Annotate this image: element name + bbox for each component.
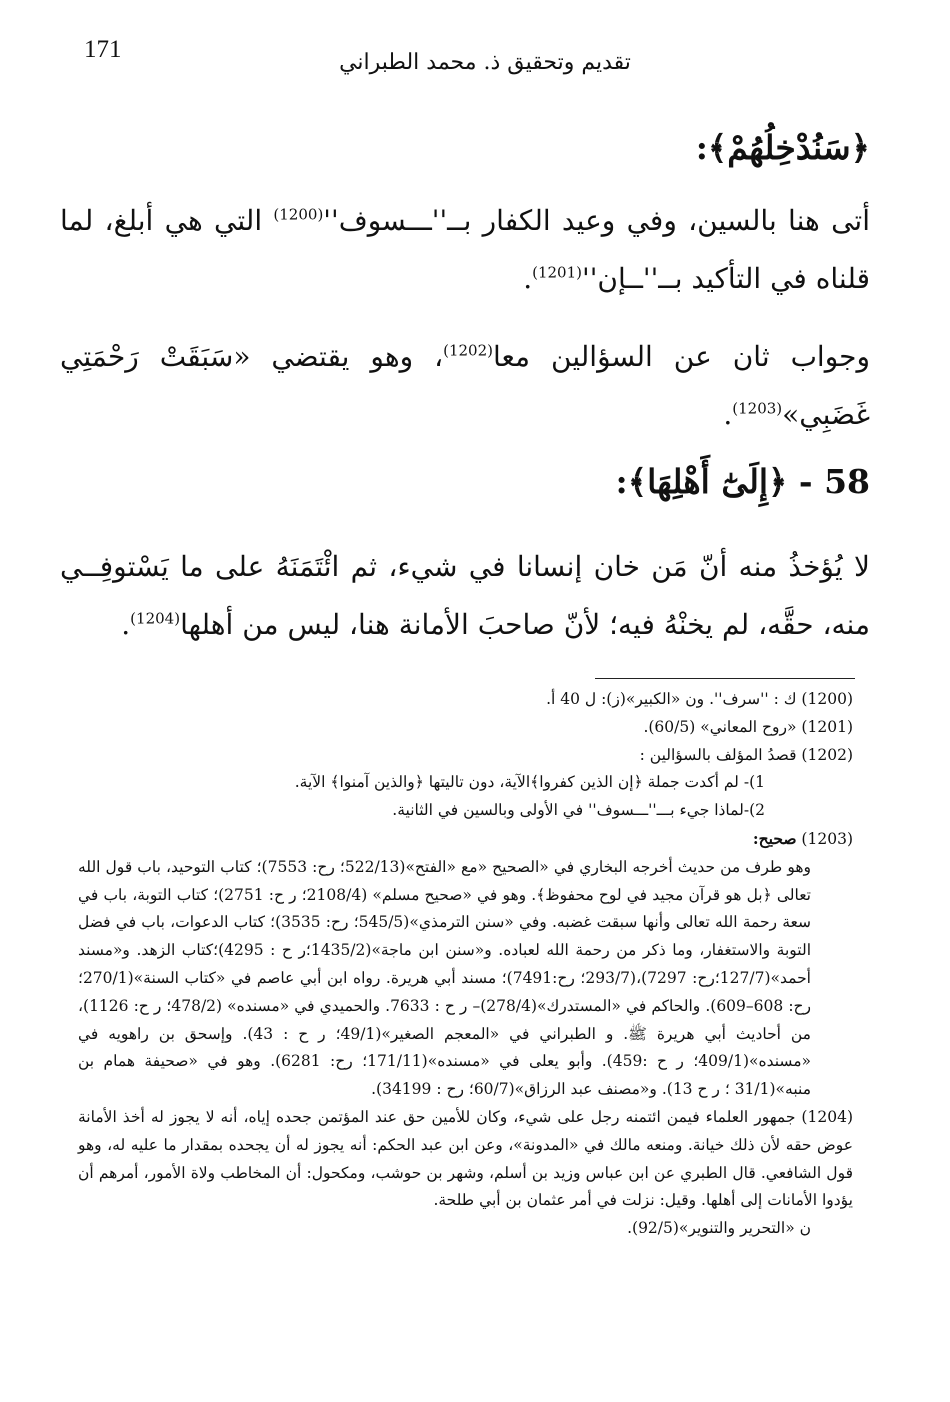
footnotes (78, 686, 853, 1243)
paragraph-2 (60, 328, 870, 444)
footnote-1204-reference: ن «التحرير والتنوير»(92/5). (627, 1219, 811, 1238)
footnote-1203-number: (1203) (796, 829, 853, 848)
paragraph-1 (60, 192, 870, 308)
paragraph-1-text-b: التي هي أبلغ، لما قلناه في التأكيد بــ''ــإن'' (60, 204, 870, 295)
footnote-1203-label: صحيح: (752, 828, 797, 848)
footnote-ref-1202: (1202) (443, 341, 494, 360)
running-header: تقديم وتحقيق ذ. محمد الطبراني (339, 50, 631, 75)
footnote-1200: (1200) ك : ''سرف''. ون «الكبير»(ز): ل 40 أ. (546, 690, 853, 708)
footnote-ref-1201: (1201) (532, 263, 583, 282)
footnote-1203-body: وهو طرف من حديث أخرجه البخاري في «الصحيح «مع «الفتح»(522/13؛ رح: 7553)؛ كتاب التوحيد، باب قول الله تعالى ﴿بل هو قرآن مجيد في لوح محفوظ﴾. وهو في «صحيح مسلم» (2108/4؛ ر ح: 2751)؛ كتاب التوبة، باب في سعة رحمة الله تعالى وأنها سبقت غضبه. وفي «سنن الترمذي»(545/5؛ رح: 3535)؛ كتاب الدعوات، باب في فضل التوبة والاستغفار، وما ذكر من رحمة الله لعباده. و«سنن ابن ماجة»(1435/2؛ر ح : 4295)؛كتاب الزهد. و«مسند أحمد»(127/7؛رح: 7297)،(293/7؛ رح:7491)؛ مسند أبي هريرة. رواه ابن أبي عاصم في «كتاب السنة»(270/1؛ رح: 608–609). والحاكم في «المستدرك»(278/4)– ر ح : 7633. والحميدي في «مسنده» (478/2؛ ر ح: 1126)، من أحاديث أبي هريرة ﷺ. و الطبراني في «المعجم الصغير»(49/1؛ ر ح : 43). وإسحق بن راهويه في «مسنده»(409/1؛ ر ح :459). وأبو يعلى في «مسنده»(171/11؛ رح: 6281). وهو في «صحيفة همام بن منبه»(31/1 ؛ ر ح 13). و«مصنف عبد الرزاق»(60/7؛ رح : 34199). (78, 857, 812, 1099)
paragraph-1-end: . (523, 262, 533, 295)
paragraph-2-text-a: وجواب ثان عن السؤالين معا (493, 340, 871, 373)
paragraph-3-end: . (121, 608, 131, 641)
paragraph-2-end: . (723, 398, 733, 431)
section-heading-58: 58 - ﴿إِلَىٰٓ أَهْلِهَا﴾: (615, 462, 870, 501)
paragraph-1-text-a: أتى هنا بالسين، وفي وعيد الكفار بــ''ـــسوف'' (323, 204, 870, 237)
footnote-separator (595, 678, 855, 679)
section-heading-sanudkhiluhum: ﴿سَنُدْخِلُهُمْ﴾: (695, 128, 870, 167)
footnote-1204: (1204) جمهور العلماء فيمن ائتمنه رجل على شيء، وكان للأمين حق عند المؤتمن جحده إياه، أنه لا يجوز له أخذ الأمانة عوض حقه لأن ذلك خيانة. ومنعه مالك في «المدونة»، وعن ابن عبد الحكم: أنه يجوز له أن يجحده بمقدار ما عليه له، وهو قول الشافعي. قال الطبري عن ابن عباس وزيد بن أسلم، وشهر بن حوشب، ومكحول: أن المخاطب ولاة الأمور، أمرهم أن يؤدوا الأمانات إلى أهلها. وقيل: نزلت في أمر عثمان بن أبي طلحة. (78, 1107, 853, 1210)
footnote-1202-item-1: 1)- لم أكدت جملة ﴿إن الذين كفروا﴾الآية، دون تاليتها ﴿والذين آمنوا﴾ الآية. (294, 773, 765, 792)
footnote-ref-1200: (1200) (273, 205, 324, 224)
footnote-1203-header (78, 825, 853, 854)
footnote-ref-1203: (1203) (732, 399, 783, 418)
paragraph-3 (60, 538, 870, 654)
footnote-1202-item-2: 2)-لماذا جيء بـــ''ـــسوف'' في الأولى وبالسين في الثانية. (392, 801, 765, 820)
footnote-1202: (1202) قصدُ المؤلف بالسؤالين : (639, 745, 853, 764)
paragraph-2-text-b: ، وهو يقتضي «سَبَقَتْ رَحْمَتِي غَضَبِي» (60, 340, 870, 431)
footnote-ref-1204: (1204) (130, 609, 181, 628)
page-number: 171 (84, 36, 122, 63)
footnote-1201: (1201) «روح المعاني» (60/5). (643, 717, 853, 736)
paragraph-3-text: لا يُؤخذُ منه أنّ مَن خان إنسانا في شيء، ثم ائْتَمَنَهُ على ما يَسْتوفِــي منه، حقَّه، لم يخنْهُ فيه؛ لأنّ صاحبَ الأمانة هنا، ليس من أهلها (60, 550, 870, 641)
